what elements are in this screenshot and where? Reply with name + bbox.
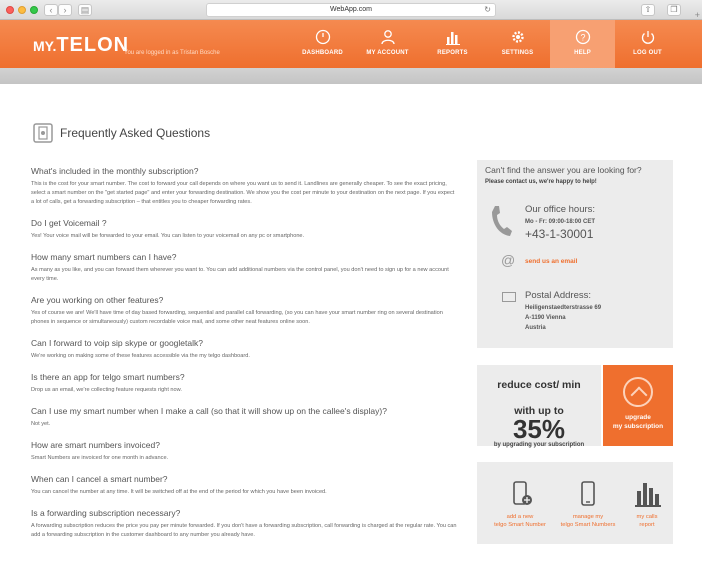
phone-icon <box>581 481 595 507</box>
address-line: Heiligenstaedterstrasse 69 <box>525 305 602 311</box>
url-text: WebApp.com <box>330 6 372 13</box>
forward-button[interactable]: › <box>58 4 72 16</box>
faq-answer: Smart Numbers are invoiced for one month in advance. <box>31 455 169 461</box>
back-button[interactable]: ‹ <box>44 4 58 16</box>
browser-toolbar <box>0 0 702 20</box>
upgrade-promo <box>477 365 601 446</box>
promo-line: reduce cost/ min <box>497 379 581 391</box>
faq-question: How are smart numbers invoiced? <box>31 440 160 450</box>
faq-question: Are you working on other features? <box>31 295 164 305</box>
faq-answer: This is the cost for your smart number. The cost to forward your call depends on where you want us to send it. Landlines are generally cheaper. To see the exact pricing, select a smart number on the "get started page" and enter your forwarding destination. We show you the cost per minute to your destination on the next page. If you expect a lot of calls, get a forwarding subscription – that entitles you to cheaper forwarding rates. <box>31 181 455 205</box>
upgrade-label: my subscription <box>612 423 664 430</box>
address-bar[interactable] <box>206 3 496 17</box>
contact-subtitle: Please contact us, we're happy to help! <box>485 179 597 185</box>
menu-item-reports[interactable] <box>420 20 485 68</box>
faq-question: Is there an app for telgo smart numbers? <box>31 372 185 382</box>
calls-report-button[interactable] <box>623 462 671 544</box>
promo-line: with up to <box>514 405 564 417</box>
faq-item <box>31 166 457 207</box>
faq-question: When can I cancel a smart number? <box>31 474 168 484</box>
faq-answer: As many as you like, and you can forward them wherever you want to. You can add additional numbers via the control panel, you don't need to sign up for a new account every time. <box>31 267 449 282</box>
logo[interactable] <box>33 34 129 57</box>
phone-icon <box>489 204 513 238</box>
sub-header-bar <box>0 68 702 84</box>
menu-item-help[interactable] <box>550 20 615 68</box>
tabs-icon[interactable]: ❐ <box>667 4 681 16</box>
menu-label: LOG OUT <box>633 50 662 56</box>
faq-question: Can I forward to voip sip skype or googletalk? <box>31 338 203 348</box>
faq-item <box>31 372 457 395</box>
contact-title: Can't find the answer you are looking for? <box>485 165 642 175</box>
phone-number[interactable]: +43-1-30001 <box>525 227 594 241</box>
logo-my: MY. <box>33 38 57 54</box>
power-icon <box>640 29 656 45</box>
gauge-icon <box>315 29 331 45</box>
faq-item <box>31 218 457 241</box>
action-label: my calls <box>636 514 658 520</box>
new-tab-button[interactable]: + <box>694 10 700 20</box>
faq-answer: Drop us an email, we're collecting feature requests right now. <box>31 387 182 393</box>
arrow-up-icon <box>623 377 653 407</box>
bar-chart-icon <box>635 481 661 507</box>
faq-item <box>31 338 457 361</box>
zoom-window-button[interactable] <box>30 6 38 14</box>
faq-question: How many smart numbers can I have? <box>31 252 177 262</box>
menu-label: DASHBOARD <box>302 50 343 56</box>
address-line: Austria <box>525 325 546 331</box>
email-link[interactable]: send us an email <box>525 258 578 265</box>
menu-label: HELP <box>574 50 591 56</box>
menu-label: MY ACCOUNT <box>366 50 409 56</box>
action-label: report <box>639 522 655 528</box>
faq-answer: A forwarding subscription reduces the price you pay per minute forwarded. If you don't have a forwarding subscription, call forwarding is charged at the regular rate. You can add a forwarding subscription in the customer dashboard to any number you already have. <box>31 523 457 538</box>
office-hours-value: Mo - Fr: 09:00-18:00 CET <box>525 219 596 225</box>
faq-item <box>31 440 457 463</box>
menu-item-dashboard[interactable] <box>290 20 355 68</box>
promo-subline: by upgrading your subscription <box>493 442 585 448</box>
main-menu <box>290 20 680 68</box>
faq-item <box>31 252 457 284</box>
share-icon[interactable]: ⇧ <box>641 4 655 16</box>
action-label: telgo Smart Numbers <box>560 522 616 528</box>
office-hours-title: Our office hours: <box>525 204 596 215</box>
menu-item-my-account[interactable] <box>355 20 420 68</box>
faq-item <box>31 474 457 497</box>
action-label: telgo Smart Number <box>494 522 546 528</box>
logo-telon: TELON <box>56 34 130 56</box>
reload-icon[interactable]: ↻ <box>484 5 491 14</box>
quick-actions <box>477 462 673 544</box>
menu-item-settings[interactable] <box>485 20 550 68</box>
action-label: manage my <box>572 514 604 520</box>
faq-answer: Yes of course we are! We'll have time of day based forwarding, sequential and parallel call forwarding, (so you can have your smart number ring on several destination phones in sequence or simultaneously) custom recordable voice mail, and some other neat features online soon. <box>31 310 443 325</box>
faq-item <box>31 508 457 540</box>
question-icon <box>575 29 591 45</box>
page-title: Frequently Asked Questions <box>60 126 211 140</box>
faq-question: Do I get Voicemail ? <box>31 218 107 228</box>
faq-question: What's included in the monthly subscription? <box>31 166 199 176</box>
address-title: Postal Address: <box>525 290 592 301</box>
address-line: A-1190 Vienna <box>525 315 566 321</box>
envelope-icon <box>502 292 516 302</box>
add-phone-icon <box>513 481 533 507</box>
at-icon: @ <box>501 252 516 268</box>
faq-answer: You can cancel the number at any time. It will be switched off at the end of the period for which you have been invoiced. <box>31 489 327 495</box>
menu-label: SETTINGS <box>501 50 534 56</box>
action-label: add a new <box>506 514 534 520</box>
upgrade-label: upgrade <box>625 414 651 421</box>
faq-question: Is a forwarding subscription necessary? <box>31 508 181 518</box>
contact-box <box>477 160 673 348</box>
upgrade-subscription-button[interactable] <box>603 365 673 446</box>
faq-item <box>31 406 457 429</box>
manage-smart-numbers-button[interactable] <box>555 462 621 544</box>
app-header <box>0 20 702 68</box>
menu-label: REPORTS <box>437 50 468 56</box>
faq-answer: Not yet. <box>31 421 51 427</box>
bar-chart-icon <box>445 29 461 45</box>
faq-list <box>31 166 457 551</box>
minimize-window-button[interactable] <box>18 6 26 14</box>
sidebar-toggle-icon[interactable]: ▤ <box>78 4 92 16</box>
svg-text:?: ? <box>579 32 586 43</box>
faq-answer: We're working on making some of these features accessible via the my telgo dashboard. <box>31 353 250 359</box>
logged-in-text: You are logged in as Tristan Bosche <box>124 50 220 56</box>
user-icon <box>380 29 396 45</box>
faq-question: Can I use my smart number when I make a call (so that it will show up on the callee's display)? <box>31 406 387 416</box>
faq-item <box>31 295 457 327</box>
add-smart-number-button[interactable] <box>487 462 553 544</box>
faq-book-icon <box>33 123 53 143</box>
faq-answer: Yes! Your voice mail will be forwarded to your email. You can listen to your voicemail on any pc or smartphone. <box>31 233 305 239</box>
gear-icon <box>510 29 526 45</box>
promo-percent: 35% <box>512 414 566 444</box>
menu-item-log-out[interactable] <box>615 20 680 68</box>
close-window-button[interactable] <box>6 6 14 14</box>
